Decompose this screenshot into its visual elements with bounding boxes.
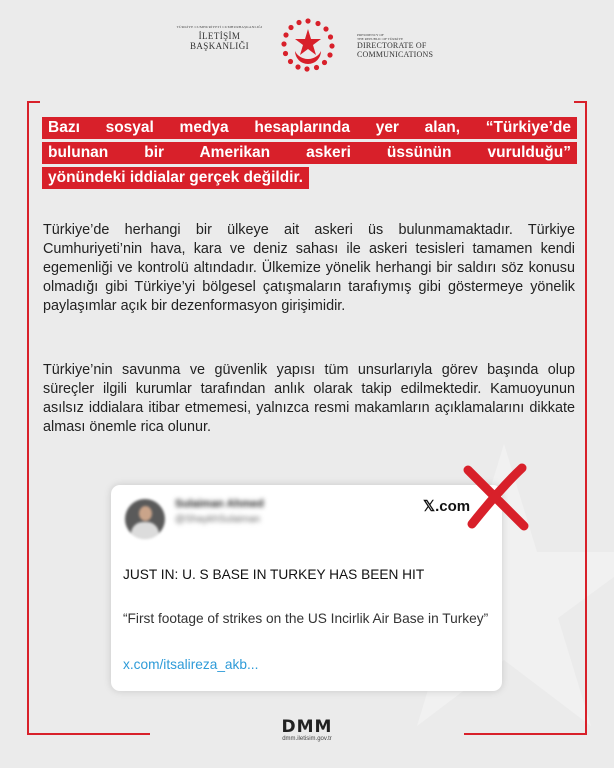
avatar — [125, 499, 165, 539]
right-logo-small-1: PRESIDENCY OF — [357, 33, 384, 37]
headline-line-2: bulunan bir Amerikan askeri üssünün vurulduğu” — [42, 142, 577, 164]
left-logo-text — [172, 25, 267, 51]
tweet-text-line-1: JUST IN: U. S BASE IN TURKEY HAS BEEN HIT — [123, 567, 425, 582]
tweet-text-quote: “First footage of strikes on the US Incirlik Air Base in Turkey” — [123, 611, 489, 626]
right-logo-title-1: DIRECTORATE OF — [357, 41, 427, 50]
tweet-link[interactable]: x.com/itsalireza_akb... — [123, 657, 259, 672]
red-x-icon — [460, 462, 532, 532]
tweet-card — [111, 485, 502, 691]
right-logo-small-2: THE REPUBLIC OF TÜRKİYE — [357, 37, 404, 41]
left-logo-small: TÜRKİYE CUMHURİYETİ CUMHURBAŞKANLIĞI — [176, 25, 263, 29]
headline — [42, 117, 577, 192]
right-logo-text — [357, 33, 457, 59]
headline-line-3: yönündeki iddialar gerçek değildir. — [42, 167, 309, 189]
tweet-user-handle: @ShaykhSulaiman — [175, 514, 261, 525]
right-logo-title-2: COMMUNICATIONS — [357, 50, 434, 59]
paragraph-1: Türkiye’de herhangi bir ülkeye ait askeri üs bulunmamaktadır. Türkiye Cumhuriyeti’nin hava, kara ve deniz sahası ile askeri tesisleri tamamen kendi egemenliği ve kontrolü altındadır. Ülkemize yönelik herhangi bir saldırı söz konusu olmadığı gibi Türkiye’yi bölgesel çatışmaların tarafıymış gibi göstermeye yönelik paylaşımlar açık bir dezenformasyon girişimidir. — [43, 222, 575, 314]
paragraph-2: Türkiye’nin savunma ve güvenlik yapısı tüm unsurlarıyla görev başında olup süreçler ilgili kurumlar tarafından anlık olarak takip edilmektedir. Kamuoyunun asılsız iddialara itibar etmemesi, yalnızca resmi makamların açıklamalarını dikkate alması önemle rica olunur. — [43, 362, 575, 435]
headline-line-1: Bazı sosyal medya hesaplarında yer alan, “Türkiye’de — [42, 117, 577, 139]
emblem-icon — [278, 15, 338, 75]
tweet-user-name: Sulaiman Ahmed — [175, 498, 264, 510]
footer-url[interactable]: dmm.iletisim.gov.tr — [282, 736, 332, 742]
left-logo-title: İLETİŞİM BAŞKANLIĞI — [190, 31, 249, 51]
dmm-logo: DMM — [281, 717, 333, 737]
footer — [257, 717, 357, 742]
x-logo-icon: 𝕏.com — [423, 498, 471, 515]
